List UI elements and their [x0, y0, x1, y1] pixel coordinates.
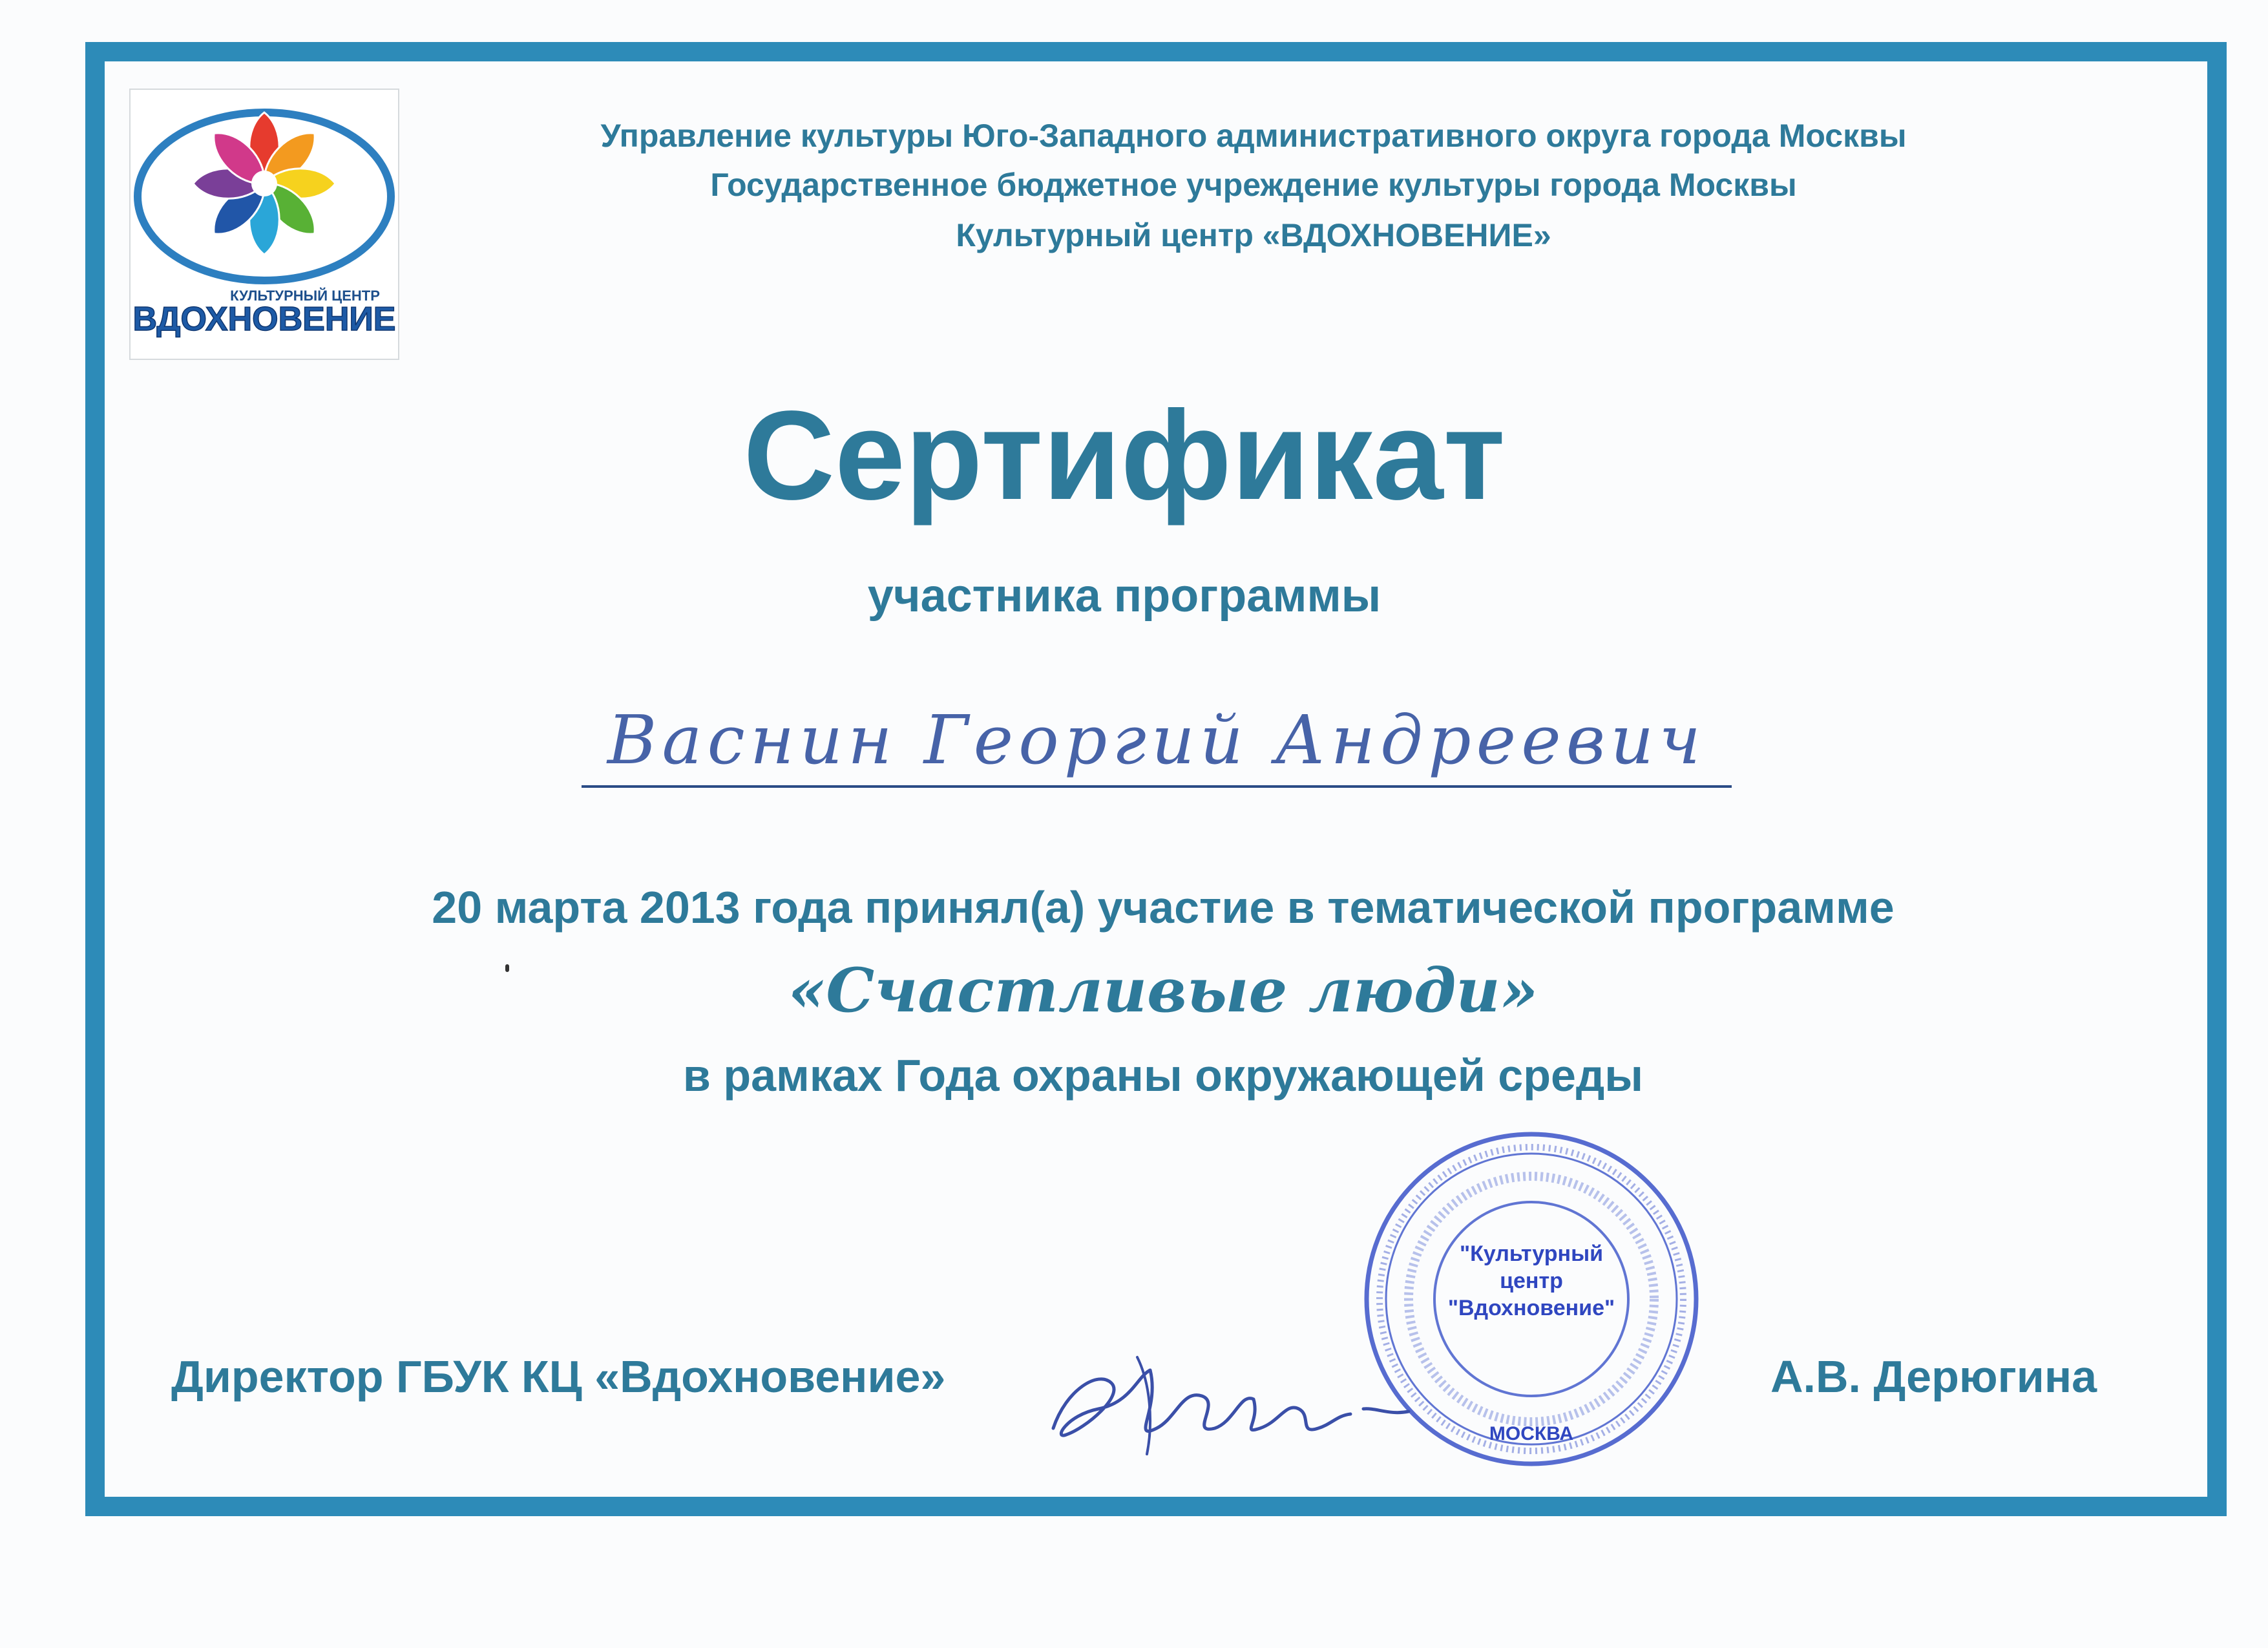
logo — [129, 89, 399, 360]
handwritten-signature — [1027, 1331, 1480, 1461]
certificate-title: Сертификат — [743, 385, 1506, 526]
header-institution: Государственное бюджетное учреждение культуры города Москвы — [710, 167, 1797, 203]
director-name: А.В. Дерюгина — [1770, 1351, 2097, 1402]
logo-caption-small: КУЛЬТУРНЫЙ ЦЕНТР — [230, 288, 380, 304]
director-position: Директор ГБУК КЦ «Вдохновение» — [171, 1351, 946, 1402]
stamp-center-line2: центр — [1500, 1269, 1563, 1293]
context-text: в рамках Года охраны окружающей среды — [682, 1050, 1644, 1101]
participation-text: 20 марта 2013 года принял(а) участие в тематической программе — [432, 882, 1895, 933]
certificate-subtitle: участника программы — [867, 570, 1381, 622]
logo-caption-big: ВДОХНОВЕНИЕ — [132, 301, 396, 338]
paper-speck — [505, 964, 509, 972]
program-name: «Счастливые люди» — [788, 955, 1538, 1026]
stamp-city: МОСКВА — [1489, 1423, 1574, 1444]
stamp-center-line3: "Вдохновение" — [1447, 1296, 1615, 1320]
stamp-center-line1: "Культурный — [1459, 1241, 1604, 1266]
header-department: Управление культуры Юго-Западного административного округа города Москвы — [600, 118, 1907, 154]
logo-flower-icon — [131, 90, 398, 359]
recipient-name: Васнин Георгий Андреевич — [607, 701, 1706, 779]
recipient-underline — [582, 785, 1732, 788]
header-center-name: Культурный центр «ВДОХНОВЕНИЕ» — [956, 217, 1551, 253]
